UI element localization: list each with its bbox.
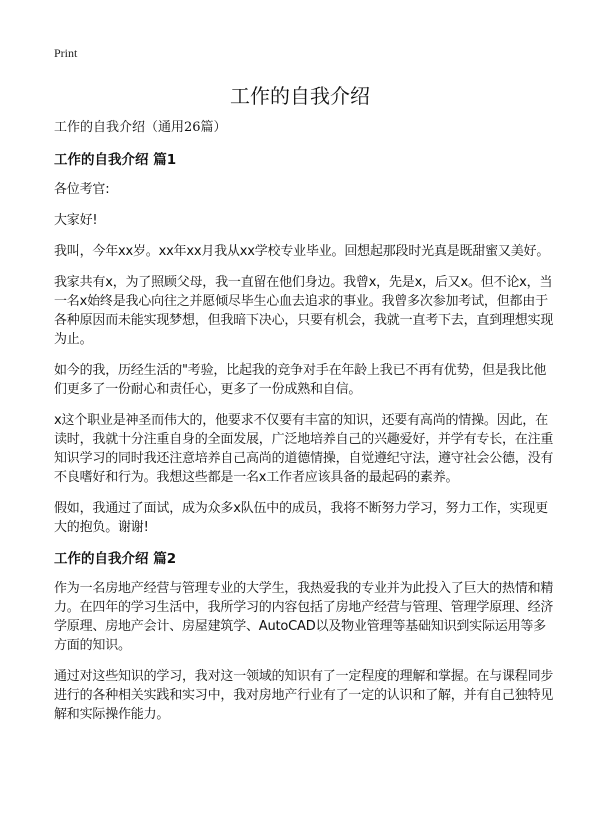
paragraph: 如今的我，历经生活的"考验，比起我的竞争对手在年龄上我已不再有优势，但是我比他们更多了一份耐心和责任心，更多了一份成熟和自信。 xyxy=(54,363,547,397)
document-subtitle: 工作的自我介绍（通用26篇） xyxy=(54,120,227,135)
document-body xyxy=(54,118,554,736)
print-label: Print xyxy=(54,46,78,60)
document-title: 工作的自我介绍 xyxy=(230,84,370,108)
section-1 xyxy=(54,150,554,537)
paragraph: 各位考官: xyxy=(54,182,110,197)
paragraph: 作为一名房地产经营与管理专业的大学生，我热爱我的专业并为此投入了巨大的热情和精力。在四年的学习生活中，我所学习的内容包括了房地产经营与管理、管理学原理、经济学原理、房地产会计、房屋建筑学、AutoCAD以及物业管理等基础知识到实际运用等多方面的知识。 xyxy=(54,581,554,653)
section-heading: 工作的自我介绍 篇1 xyxy=(54,152,177,168)
paragraph: 通过对这些知识的学习，我对这一领域的知识有了一定程度的理解和掌握。在与课程同步进行的各种相关实践和实习中，我对房地产行业有了一定的认识和了解，并有自己独特见解和实际操作能力。 xyxy=(54,669,554,722)
section-heading: 工作的自我介绍 篇2 xyxy=(54,551,177,567)
paragraph: 我叫，今年xx岁。xx年xx月我从xx学校专业毕业。回想起那段时光真是既甜蜜又美好。 xyxy=(54,244,550,259)
paragraph: x这个职业是神圣而伟大的，他要求不仅要有丰富的知识，还要有高尚的情操。因此，在读时，我就十分注重自身的全面发展，广泛地培养自己的兴趣爱好，并学有专长，在注重知识学习的同时我还注意培养自己高尚的道德情操，自觉遵纪守法，遵守社会公德，没有不良嗜好和行为。我想这些都是一名x工作者应该具备的最起码的素养。 xyxy=(54,413,554,485)
section-2 xyxy=(54,549,554,724)
paragraph: 我家共有x，为了照顾父母，我一直留在他们身边。我曾x，先是x，后又x。但不论x，当一名x始终是我心向往之并愿倾尽毕生心血去追求的事业。我曾多次参加考试，但都由于各种原因而未能实现梦想，但我暗下决心，只要有机会，我就一直考下去，直到理想实现为止。 xyxy=(54,275,554,347)
paragraph: 假如，我通过了面试，成为众多x队伍中的成员，我将不断努力学习，努力工作，实现更大的抱负。谢谢! xyxy=(54,501,548,535)
paragraph: 大家好! xyxy=(54,213,98,228)
